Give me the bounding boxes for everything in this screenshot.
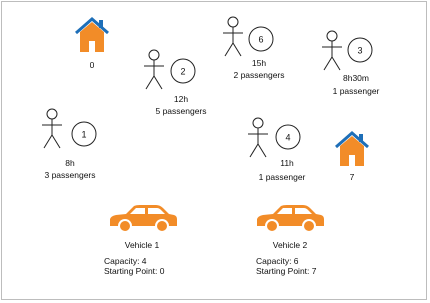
stick-figure-icon <box>319 30 345 72</box>
passenger-time: 12h <box>173 94 189 104</box>
passenger-count: 3 passengers <box>44 170 96 180</box>
passenger-time: 8h30m <box>343 73 369 83</box>
car-icon <box>108 202 178 234</box>
passenger-count: 1 passenger <box>258 172 306 182</box>
vehicle-capacity: Capacity: 6 <box>256 256 299 266</box>
depot-label: 7 <box>349 172 355 182</box>
vehicle-capacity: Capacity: 4 <box>104 256 147 266</box>
passenger-time: 8h <box>65 158 75 168</box>
vehicle-name: Vehicle 1 <box>124 240 160 250</box>
passenger-id-circle <box>248 26 274 52</box>
stick-figure-icon <box>245 117 271 159</box>
passenger-id-circle <box>71 121 97 147</box>
passenger-id: 2 <box>180 66 186 77</box>
passenger-id-circle <box>275 124 301 150</box>
house-icon <box>334 130 370 168</box>
passenger-time: 11h <box>280 158 294 168</box>
passenger-id-circle <box>347 37 373 63</box>
stick-figure-icon <box>39 108 65 150</box>
passenger-id: 6 <box>258 34 264 45</box>
passenger-id-circle <box>170 58 196 84</box>
depot-label: 0 <box>89 60 95 70</box>
vehicle-start: Starting Point: 0 <box>104 266 165 276</box>
vehicle-name: Vehicle 2 <box>272 240 308 250</box>
house-icon <box>74 16 110 54</box>
passenger-count: 1 passenger <box>332 86 380 96</box>
passenger-count: 5 passengers <box>155 106 207 116</box>
passenger-id: 4 <box>285 132 291 143</box>
vehicle-start: Starting Point: 7 <box>256 266 317 276</box>
car-icon <box>255 202 325 234</box>
passenger-time: 15h <box>251 58 267 68</box>
passenger-id: 3 <box>357 45 363 56</box>
passenger-count: 2 passengers <box>233 70 285 80</box>
passenger-id: 1 <box>81 129 87 140</box>
stick-figure-icon <box>220 16 246 58</box>
stick-figure-icon <box>141 49 167 91</box>
